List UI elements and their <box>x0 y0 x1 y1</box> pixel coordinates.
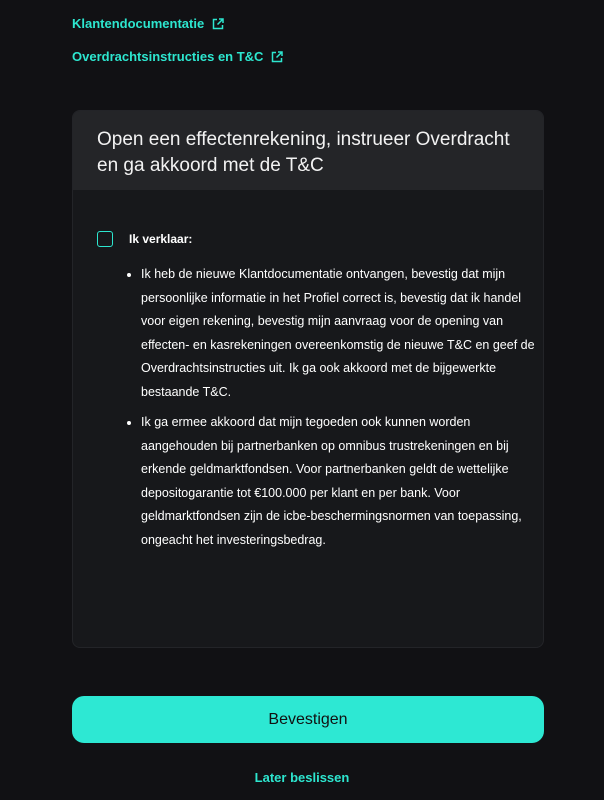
card-header <box>73 111 543 190</box>
confirm-button[interactable]: Bevestigen <box>72 696 544 743</box>
declaration-label: Ik verklaar: <box>129 232 193 246</box>
list-item: • Ik heb de nieuwe Klantdocumentatie ontvangen, bevestig dat mijn persoonlijke informatie in het Profiel correct is, bevestig dat ik handel voor eigen rekening, bevestig mijn aanvraag voor de opening van effecten- en kasrekeningen overeenkomstig de nieuwe T&C en geef de Overdrachtsinstructies uit. Ik ga ook akkoord met de bijgewerkte bestaande T&C. <box>141 263 541 404</box>
link-label: Klantendocumentatie <box>72 16 205 31</box>
external-link-icon <box>271 51 283 63</box>
overdrachtsinstructies-link[interactable] <box>72 49 283 64</box>
decide-later-link[interactable]: Later beslissen <box>254 770 350 785</box>
declaration-checkbox-row[interactable] <box>97 231 192 247</box>
declaration-list <box>123 263 541 559</box>
klantendocumentatie-link[interactable] <box>72 16 224 31</box>
declaration-checkbox[interactable] <box>97 231 113 247</box>
external-link-icon <box>212 18 224 30</box>
card-title: Open een effectenrekening, instrueer Overdracht en ga akkoord met de T&C <box>97 129 510 176</box>
link-label: Overdrachtsinstructies en T&C <box>72 49 264 64</box>
agreement-card <box>72 110 544 648</box>
list-item: • Ik ga ermee akkoord dat mijn tegoeden ook kunnen worden aangehouden bij partnerbanken op omnibus trustrekeningen en bij erkende geldmarktfondsen. Voor partnerbanken geldt de wettelijke depositogarantie tot €100.000 per klant en per bank. Voor geldmarktfondsen zijn de icbe-beschermingsnormen van toepassing, ongeacht het investeringsbedrag. <box>141 411 541 552</box>
